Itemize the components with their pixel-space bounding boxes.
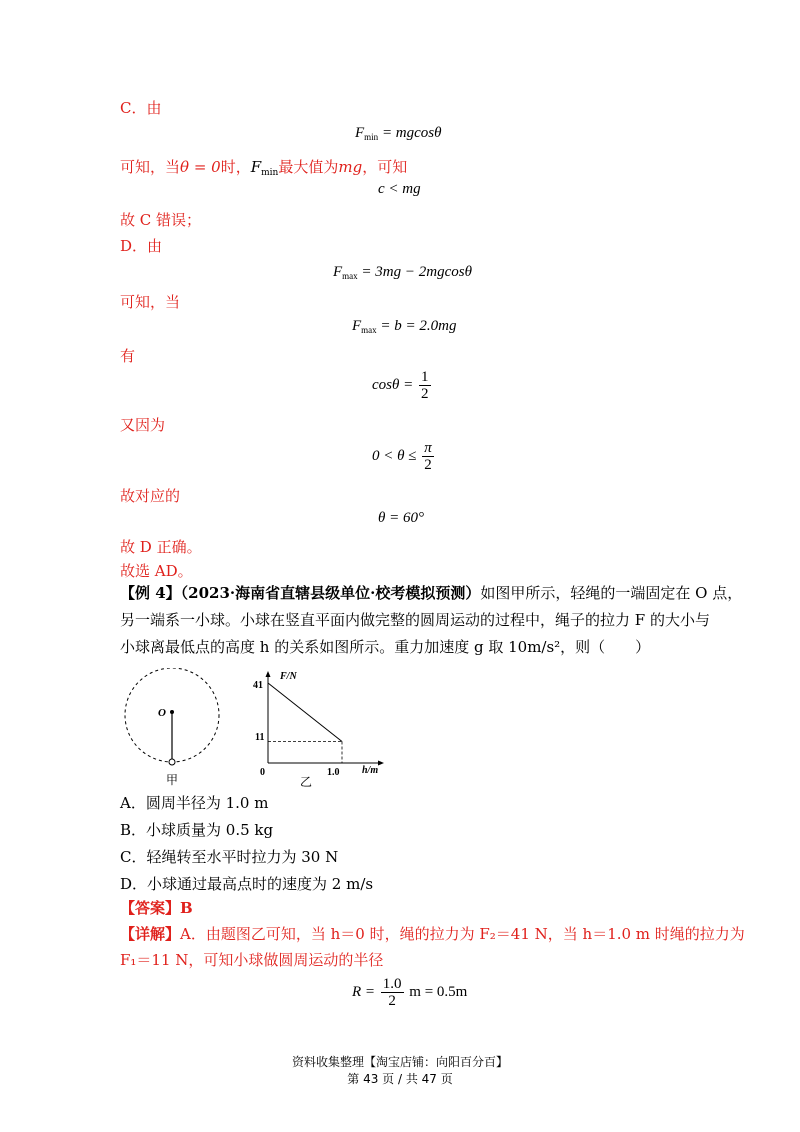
part-c-equation-2: c < mg (378, 181, 421, 197)
figure-b-caption: 乙 (300, 775, 313, 788)
x-tick-1: 1.0 (327, 767, 340, 778)
detail-equation: R = $\frac{1.0}{2}$ m = 0.5m (352, 976, 468, 1009)
footer-page-number: 第 43 页 / 共 47 页 (347, 1072, 453, 1086)
part-d-because: 又因为 (120, 416, 166, 434)
part-d-equation-5: θ = 60° (378, 510, 424, 526)
part-d-equation-1: $F_{max} = 3mg - 2mgcos\theta$ (333, 264, 472, 281)
detail-line-2: F₁＝11 N，可知小球做圆周运动的半径 (120, 951, 384, 969)
y-tick-41: 41 (253, 680, 263, 691)
center-label: O (158, 707, 166, 719)
part-d-equation-4: 0 < θ ≤ $\frac{\pi}{2}$ (372, 440, 432, 473)
y-tick-11: 11 (255, 732, 265, 743)
figure-a-caption: 甲 (166, 773, 179, 787)
figure-b-chart (248, 668, 388, 788)
part-c-equation-1: $F_{min} = mgcos\theta$ (355, 125, 442, 142)
option-b: B．小球质量为 0.5 kg (120, 821, 274, 839)
part-c-conclusion: 故 C 错误； (120, 211, 202, 229)
x-axis-label: h/m (362, 765, 379, 776)
detail-tag: 【详解】 (120, 925, 181, 943)
answer-value: B (180, 899, 193, 917)
option-a: A．圆周半径为 1.0 m (120, 794, 269, 812)
part-d-therefore: 故对应的 (120, 487, 181, 505)
detail-line-1: 【详解】A．由题图乙可知，当 h＝0 时，绳的拉力为 F₂＝41 N，当 h＝1.0 m 时绳的拉力为 (120, 925, 745, 943)
x-axis-arrow (378, 761, 384, 766)
example-line-2: 另一端系一小球。小球在竖直平面内做完整的圆周运动的过程中，绳子的拉力 F 的大小与 (120, 611, 710, 629)
ball (169, 759, 175, 765)
option-d: D．小球通过最高点时的速度为 2 m/s (120, 875, 374, 893)
figure-a (118, 668, 230, 788)
part-c-reasoning: 可知，当θ = 0时，$F_{min}$最大值为mg，可知 (120, 158, 408, 178)
part-d-when: 可知，当 (120, 293, 181, 311)
part-d-final: 故选 AD。 (120, 562, 193, 580)
answer-tag: 【答案】 (120, 899, 181, 917)
answer (120, 898, 193, 918)
example-source: （2023·海南省直辖县级单位·校考模拟预测） (180, 584, 481, 602)
part-d-label: D．由 (120, 237, 163, 255)
option-c: C．轻绳转至水平时拉力为 30 N (120, 848, 339, 866)
part-d-equation-3: cosθ = $\frac{1}{2}$ (372, 369, 429, 402)
example-line-1: 如图甲所示，轻绳的一端固定在 O 点， (480, 584, 743, 602)
y-axis-label: F/N (280, 671, 297, 682)
y-axis-arrow (266, 671, 271, 677)
part-d-have: 有 (120, 347, 136, 365)
data-line-F (268, 683, 342, 742)
footer-source: 资料收集整理【淘宝店铺：向阳百分百】 (291, 1055, 508, 1069)
part-d-conclusion: 故 D 正确。 (120, 538, 202, 556)
part-d-equation-2: $F_{max} = b = 2.0mg$ (352, 318, 457, 335)
example-question (120, 580, 743, 661)
example-tag: 【例 4】 (120, 584, 181, 602)
example-line-3: 小球离最低点的高度 h 的关系如图所示。重力加速度 g 取 10m/s²，则（ ） (120, 638, 651, 656)
origin-label: 0 (260, 767, 265, 778)
part-c-label: C．由 (120, 99, 162, 117)
